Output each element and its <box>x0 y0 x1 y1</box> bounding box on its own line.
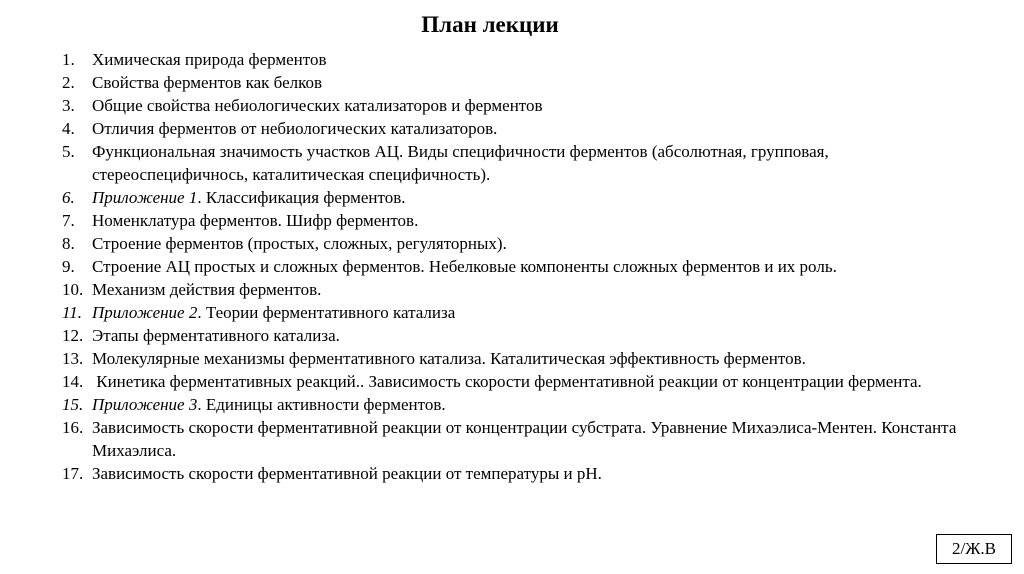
item-body: Функциональная значимость участков АЦ. Виды специфичности ферментов (абсолютная, групповая, стереоспецифичнось, каталитическая специфичность). <box>92 142 833 184</box>
list-item <box>62 462 962 485</box>
list-item <box>62 232 962 255</box>
list-item <box>62 393 962 416</box>
item-number: 5. <box>62 142 75 161</box>
item-text <box>92 462 962 485</box>
item-number: 6. <box>62 188 75 207</box>
list-item <box>62 370 962 393</box>
item-body: Отличия ферментов от небиологических катализаторов. <box>92 119 498 138</box>
item-text <box>92 324 962 347</box>
list-item <box>62 416 962 462</box>
list-item <box>62 278 962 301</box>
list-item <box>62 186 962 209</box>
item-body: Кинетика ферментативных реакций.. Зависимость скорости ферментативной реакции от концентрации фермента. <box>92 372 922 391</box>
item-number: 11. <box>62 303 82 322</box>
list-item <box>62 48 962 71</box>
list-item <box>62 347 962 370</box>
item-number: 14. <box>62 372 84 391</box>
list-item <box>62 94 962 117</box>
list-item <box>62 255 962 278</box>
item-text <box>92 232 962 255</box>
item-number: 8. <box>62 234 75 253</box>
item-text <box>92 393 962 416</box>
item-number: 13. <box>62 349 84 368</box>
item-text <box>92 140 962 186</box>
item-body: Механизм действия ферментов. <box>92 280 322 299</box>
list-item <box>62 324 962 347</box>
item-text <box>92 370 962 393</box>
item-number: 12. <box>62 326 84 345</box>
slide-title: План лекции <box>421 12 559 37</box>
appendix-label: Приложение 1 <box>92 188 198 207</box>
item-body: Строение АЦ простых и сложных ферментов. Небелковые компоненты сложных ферментов и их роль. <box>92 257 837 276</box>
item-number: 7. <box>62 211 75 230</box>
item-number: 3. <box>62 96 75 115</box>
item-text <box>92 209 962 232</box>
item-text <box>92 117 962 140</box>
item-body: . Классификация ферментов. <box>197 188 406 207</box>
list-item <box>62 71 962 94</box>
item-number: 2. <box>62 73 75 92</box>
page-number-box: 2/Ж.В <box>936 534 1012 564</box>
item-body: Строение ферментов (простых, сложных, регуляторных). <box>92 234 507 253</box>
item-number: 15. <box>62 395 84 414</box>
item-text <box>92 416 962 462</box>
item-text <box>92 301 962 324</box>
lecture-plan-list <box>62 48 962 485</box>
item-text <box>92 94 962 117</box>
item-body: . Единицы активности ферментов. <box>197 395 446 414</box>
item-body: Этапы ферментативного катализа. <box>92 326 340 345</box>
item-number: 10. <box>62 280 84 299</box>
item-text <box>92 255 962 278</box>
list-item <box>62 301 962 324</box>
item-body: Общие свойства небиологических катализаторов и ферментов <box>92 96 543 115</box>
item-number: 17. <box>62 464 84 483</box>
list-item <box>62 117 962 140</box>
item-number: 4. <box>62 119 75 138</box>
item-body: Номенклатура ферментов. Шифр ферментов. <box>92 211 419 230</box>
list-item <box>62 140 962 186</box>
appendix-label: Приложение 3 <box>92 395 198 414</box>
item-body: Химическая природа ферментов <box>92 50 327 69</box>
item-body: Свойства ферментов как белков <box>92 73 323 92</box>
item-body: Молекулярные механизмы ферментативного катализа. Каталитическая эффективность ферментов. <box>92 349 806 368</box>
item-body: Зависимость скорости ферментативной реакции от концентрации субстрата. Уравнение Михаэлиса-Ментен. Константа Михаэлиса. <box>92 418 961 460</box>
item-text <box>92 278 962 301</box>
item-number: 1. <box>62 50 75 69</box>
item-body: Зависимость скорости ферментативной реакции от температуры и pH. <box>92 464 602 483</box>
item-text <box>92 347 962 370</box>
appendix-label: Приложение 2 <box>92 303 198 322</box>
item-number: 16. <box>62 418 84 437</box>
item-text <box>92 186 962 209</box>
item-body: . Теории ферментативного катализа <box>197 303 456 322</box>
item-number: 9. <box>62 257 75 276</box>
item-text <box>92 48 962 71</box>
item-text <box>92 71 962 94</box>
list-item <box>62 209 962 232</box>
